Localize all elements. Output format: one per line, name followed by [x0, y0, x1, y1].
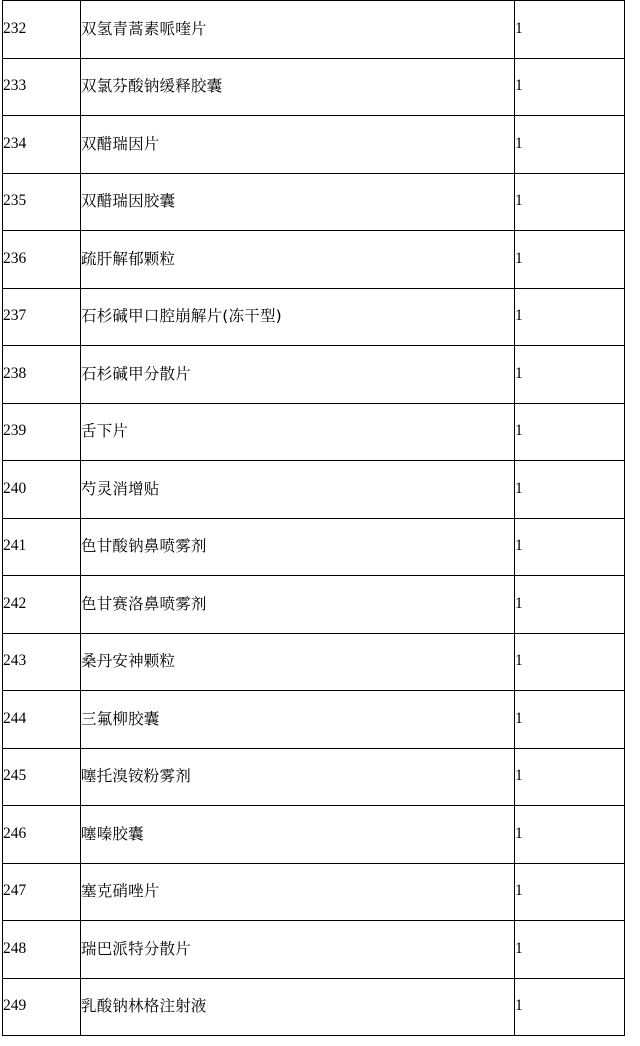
row-quantity: 1 [515, 978, 625, 1036]
row-index: 240 [3, 461, 81, 519]
table-row [3, 748, 625, 806]
table-row [3, 288, 625, 346]
table-row [3, 461, 625, 519]
row-name: 双醋瑞因胶囊 [81, 173, 515, 231]
table-row [3, 346, 625, 404]
row-index: 232 [3, 1, 81, 59]
table-row [3, 403, 625, 461]
row-quantity: 1 [515, 173, 625, 231]
row-name: 双醋瑞因片 [81, 116, 515, 174]
row-name: 噻嗪胶囊 [81, 806, 515, 864]
table-row [3, 691, 625, 749]
row-index: 249 [3, 978, 81, 1036]
row-index: 234 [3, 116, 81, 174]
row-quantity: 1 [515, 921, 625, 979]
row-index: 243 [3, 633, 81, 691]
row-name: 石杉碱甲口腔崩解片(冻干型) [81, 288, 515, 346]
table-row [3, 231, 625, 289]
table-row [3, 863, 625, 921]
table-row [3, 1, 625, 59]
row-name: 塞克硝唑片 [81, 863, 515, 921]
row-index: 245 [3, 748, 81, 806]
row-name: 噻托溴铵粉雾剂 [81, 748, 515, 806]
row-name: 舌下片 [81, 403, 515, 461]
row-quantity: 1 [515, 863, 625, 921]
row-quantity: 1 [515, 58, 625, 116]
row-index: 242 [3, 576, 81, 634]
row-quantity: 1 [515, 346, 625, 404]
row-quantity: 1 [515, 1, 625, 59]
row-quantity: 1 [515, 288, 625, 346]
row-quantity: 1 [515, 806, 625, 864]
row-name: 芍灵消增贴 [81, 461, 515, 519]
row-index: 236 [3, 231, 81, 289]
drug-list-body [3, 1, 625, 1036]
row-index: 244 [3, 691, 81, 749]
row-name: 石杉碱甲分散片 [81, 346, 515, 404]
row-quantity: 1 [515, 403, 625, 461]
row-name: 色甘酸钠鼻喷雾剂 [81, 518, 515, 576]
row-name: 瑞巴派特分散片 [81, 921, 515, 979]
row-name: 双氯芬酸钠缓释胶囊 [81, 58, 515, 116]
table-row [3, 173, 625, 231]
row-name: 疏肝解郁颗粒 [81, 231, 515, 289]
row-quantity: 1 [515, 576, 625, 634]
row-quantity: 1 [515, 748, 625, 806]
row-quantity: 1 [515, 461, 625, 519]
row-index: 246 [3, 806, 81, 864]
row-name: 双氢青蒿素哌喹片 [81, 1, 515, 59]
row-index: 235 [3, 173, 81, 231]
row-name: 乳酸钠林格注射液 [81, 978, 515, 1036]
table-row [3, 921, 625, 979]
row-name: 三氟柳胶囊 [81, 691, 515, 749]
row-quantity: 1 [515, 691, 625, 749]
row-index: 238 [3, 346, 81, 404]
table-row [3, 58, 625, 116]
row-index: 239 [3, 403, 81, 461]
row-index: 247 [3, 863, 81, 921]
row-name: 色甘赛洛鼻喷雾剂 [81, 576, 515, 634]
table-row [3, 633, 625, 691]
row-index: 241 [3, 518, 81, 576]
row-quantity: 1 [515, 633, 625, 691]
drug-list-table [2, 0, 625, 1036]
row-index: 233 [3, 58, 81, 116]
row-quantity: 1 [515, 231, 625, 289]
table-row [3, 806, 625, 864]
row-index: 248 [3, 921, 81, 979]
table-row [3, 518, 625, 576]
table-row [3, 978, 625, 1036]
table-row [3, 576, 625, 634]
row-quantity: 1 [515, 116, 625, 174]
row-index: 237 [3, 288, 81, 346]
row-quantity: 1 [515, 518, 625, 576]
row-name: 桑丹安神颗粒 [81, 633, 515, 691]
table-row [3, 116, 625, 174]
